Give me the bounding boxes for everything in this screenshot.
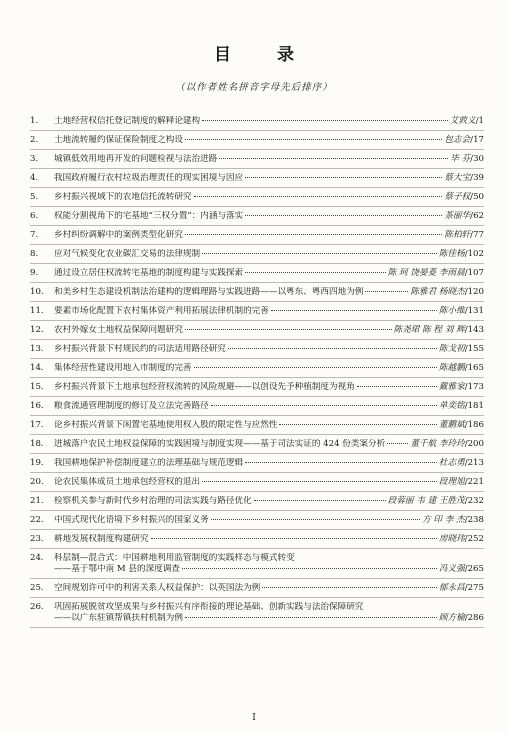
entry-title: 论乡村振兴背景下闲置宅基地使用权入股的限定性与应然性 [54, 420, 278, 430]
toc-title: 目 录 [214, 45, 314, 65]
toc-entry[interactable] [30, 515, 484, 530]
entry-page: 62 [473, 211, 484, 221]
page-separator: / [470, 154, 474, 164]
entry-number: 7. [30, 230, 39, 240]
table-of-contents [30, 116, 484, 632]
entry-author: 茶丽华 [444, 211, 471, 221]
dot-leader [185, 139, 442, 140]
dot-leader [245, 177, 442, 178]
dot-leader [254, 500, 386, 501]
toc-entry[interactable] [30, 135, 484, 150]
entry-page: 265 [467, 564, 484, 574]
entry-title: 巩固拓展脱贫攻坚成果与乡村振兴有序衔接的理论基础、创新实践与法治保障研究 [54, 602, 364, 612]
dot-leader [387, 443, 408, 444]
entry-number: 4. [30, 173, 39, 183]
page-separator: / [464, 420, 468, 430]
page-separator: / [464, 401, 468, 411]
entry-subtitle: ——以广东驻镇帮镇扶村机制为例 [54, 613, 183, 623]
entry-author: 陈戈初 [438, 344, 465, 354]
entry-title: 进城落户农民土地权益保障的实践困境与制度实现——基于司法实证的 424 份类案分析 [54, 439, 386, 449]
entry-title: 农村外嫁女土地权益保障问题研究 [54, 325, 183, 335]
entry-page: 186 [467, 420, 484, 430]
toc-entry[interactable] [30, 211, 484, 226]
entry-number: 8. [30, 249, 39, 259]
page-separator: / [464, 325, 468, 335]
entry-author: 包志会 [444, 135, 471, 145]
dot-leader [185, 617, 437, 618]
toc-entry[interactable] [30, 534, 484, 549]
entry-title: 乡村振兴视域下的农地信托流转研究 [54, 192, 192, 202]
entry-author: 蔡子权 [444, 192, 471, 202]
entry-page: 252 [467, 534, 484, 544]
dot-leader [245, 215, 442, 216]
entry-author: 陈尧珺 陈 程 刘 辉 [393, 325, 465, 335]
entry-title: 乡村纠纷调解中的案例类型化研究 [54, 230, 183, 240]
dot-leader [219, 158, 448, 159]
entry-number: 6. [30, 211, 39, 221]
dot-leader [357, 386, 437, 387]
entry-author: 段蓉丽 韦 建 王胜茂 [387, 496, 465, 506]
entry-number: 23. [30, 534, 44, 544]
entry-title: 集体经营性建设用地入市制度的完善 [54, 363, 192, 373]
entry-divider [30, 453, 484, 454]
entry-title: 土地经营权信托登记制度的解释论建构 [54, 116, 201, 126]
dot-leader [202, 253, 437, 254]
dot-leader [202, 481, 437, 482]
toc-entry[interactable] [30, 477, 484, 492]
entry-title: 中国式现代化语境下乡村振兴的国家义务 [54, 515, 209, 525]
entry-author: 冯义强 [438, 564, 465, 574]
dot-leader [182, 568, 437, 569]
toc-entry[interactable] [30, 154, 484, 169]
entry-divider [30, 168, 484, 169]
page-separator: / [464, 496, 468, 506]
dot-leader [262, 587, 437, 588]
toc-entry[interactable] [30, 287, 484, 302]
toc-entry[interactable] [30, 496, 484, 511]
page-separator: / [464, 534, 468, 544]
page-separator: / [470, 135, 474, 145]
dot-leader [245, 462, 437, 463]
entry-divider [30, 187, 484, 188]
entry-divider [30, 244, 484, 245]
entry-page: 102 [467, 249, 484, 259]
entry-number: 22. [30, 515, 44, 525]
dot-leader [211, 405, 437, 406]
page-separator: / [464, 249, 468, 259]
entry-page: 120 [467, 287, 484, 297]
dot-leader [211, 519, 420, 520]
entry-author: 戴雅家 [438, 382, 465, 392]
entry-page: 155 [467, 344, 484, 354]
dot-leader [194, 196, 443, 197]
entry-number: 16. [30, 401, 44, 411]
toc-entry[interactable] [30, 583, 484, 598]
entry-divider [30, 415, 484, 416]
dot-leader [202, 120, 448, 121]
entry-title: 通过设立居住权流转宅基地的制度构建与实践探索 [54, 268, 244, 278]
entry-divider [30, 206, 484, 207]
entry-author: 郁永昌 [438, 583, 465, 593]
entry-subtitle: ——基于鄂中南 M 县的深度调查 [54, 564, 180, 574]
toc-entry[interactable] [30, 420, 484, 435]
entry-divider [30, 225, 484, 226]
entry-page: 238 [467, 515, 484, 525]
entry-page: 77 [473, 230, 484, 240]
dot-leader [228, 348, 437, 349]
entry-author: 方 印 李 杰 [422, 515, 465, 525]
entry-title: 要素市场化配置下农村集体资产利用拓展法律机制的完善 [54, 306, 269, 316]
dot-leader [151, 538, 437, 539]
entry-author: 陈小维 [438, 306, 465, 316]
entry-page: 213 [467, 458, 484, 468]
entry-number: 15. [30, 382, 44, 392]
entry-number: 2. [30, 135, 39, 145]
page-separator: / [464, 306, 468, 316]
page-separator: / [464, 382, 468, 392]
page-separator: / [464, 583, 468, 593]
page-separator: / [470, 192, 474, 202]
entry-number: 25. [30, 583, 44, 593]
entry-author: 董鹏斌 [438, 420, 465, 430]
toc-entry[interactable] [30, 602, 484, 628]
entry-page: 232 [467, 496, 484, 506]
entry-divider [30, 472, 484, 473]
toc-entry[interactable] [30, 249, 484, 264]
entry-author: 蔡大宝 [444, 173, 471, 183]
dot-leader [271, 310, 437, 311]
entry-page: 165 [467, 363, 484, 373]
dot-leader [194, 367, 437, 368]
entry-author: 顾方榆 [438, 613, 465, 623]
entry-page: 39 [473, 173, 484, 183]
entry-divider [30, 358, 484, 359]
entry-page: 275 [467, 583, 484, 593]
toc-entry[interactable] [30, 363, 484, 378]
entry-author: 陈柏轩 [444, 230, 471, 240]
entry-title: 乡村振兴背景下村规民约的司法适用路径研究 [54, 344, 226, 354]
entry-divider [30, 578, 484, 579]
entry-divider [30, 320, 484, 321]
page-separator: / [464, 439, 468, 449]
toc-entry[interactable] [30, 553, 484, 579]
entry-number: 21. [30, 496, 44, 506]
entry-divider [30, 434, 484, 435]
entry-page: 200 [467, 439, 484, 449]
page-separator: / [464, 344, 468, 354]
entry-number: 1. [30, 116, 39, 126]
entry-divider [30, 263, 484, 264]
page-separator: / [470, 173, 474, 183]
entry-title: 土地流转履约保证保险制度之构设 [54, 135, 183, 145]
dot-leader [365, 291, 408, 292]
entry-page: 181 [467, 401, 484, 411]
entry-page: 221 [467, 477, 484, 487]
page-separator: / [464, 458, 468, 468]
entry-divider [30, 339, 484, 340]
entry-title: 权能分割视角下的宅基地“三权分置”：内涵与落实 [54, 211, 244, 221]
toc-entry[interactable] [30, 458, 484, 473]
dot-leader [279, 424, 436, 425]
entry-number: 11. [30, 306, 44, 316]
entry-author: 陈雅君 杨晓杰 [410, 287, 465, 297]
entry-number: 26. [30, 602, 44, 612]
page-separator: / [464, 515, 468, 525]
entry-page: 107 [467, 268, 484, 278]
entry-page: 17 [473, 135, 484, 145]
entry-title: 检察机关参与新时代乡村治理的司法实践与路径优化 [54, 496, 252, 506]
entry-title: 粮食流通管理制度的修订及立法完善路径 [54, 401, 209, 411]
entry-page: 30 [473, 154, 484, 164]
entry-divider [30, 491, 484, 492]
entry-author: 段理旭 [438, 477, 465, 487]
dot-leader [185, 329, 392, 330]
entry-number: 14. [30, 363, 44, 373]
entry-title: 我国政府履行农村垃圾治理责任的现实困境与因应 [54, 173, 244, 183]
entry-author: 陈佳杨 [438, 249, 465, 259]
entry-divider [30, 377, 484, 378]
entry-divider [30, 282, 484, 283]
page-separator: / [470, 211, 474, 221]
entry-number: 20. [30, 477, 44, 487]
entry-title: 城镇低效用地再开发的问题检视与法治进路 [54, 154, 218, 164]
toc-entry[interactable] [30, 401, 484, 416]
toc-subtitle: （以作者姓名拼音字母先后排序） [175, 82, 333, 93]
page-separator: / [464, 363, 468, 373]
entry-divider [30, 510, 484, 511]
entry-divider [30, 301, 484, 302]
entry-page: 50 [473, 192, 484, 202]
entry-divider [30, 130, 484, 131]
entry-number: 24. [30, 553, 44, 563]
toc-entry[interactable] [30, 439, 484, 454]
page-separator: / [464, 477, 468, 487]
entry-number: 3. [30, 154, 39, 164]
toc-entry[interactable] [30, 268, 484, 283]
toc-entry[interactable] [30, 173, 484, 188]
entry-author: 董千航 李玲玲 [410, 439, 465, 449]
entry-author: 毕 芬 [450, 154, 471, 164]
toc-entry[interactable] [30, 306, 484, 321]
dot-leader [185, 234, 442, 235]
entry-number: 17. [30, 420, 44, 430]
entry-page: 143 [467, 325, 484, 335]
entry-number: 13. [30, 344, 44, 354]
entry-number: 12. [30, 325, 44, 335]
entry-number: 19. [30, 458, 44, 468]
entry-author: 艾敦义 [449, 116, 476, 126]
entry-author: 房晓玮 [438, 534, 465, 544]
page-separator: / [464, 268, 468, 278]
page-separator: / [464, 287, 468, 297]
page-separator: / [464, 613, 468, 623]
entry-page: 173 [467, 382, 484, 392]
entry-title: 科层制—混合式：中国耕地利用监管制度的实践样态与模式转变 [54, 553, 295, 563]
toc-entry[interactable] [30, 344, 484, 359]
entry-title: 空间规划许可中的利害关系人权益保护：以英国法为例 [54, 583, 261, 593]
entry-page: 1 [478, 116, 484, 126]
entry-page: 286 [467, 613, 484, 623]
page-separator: / [464, 564, 468, 574]
entry-author: 杜志勇 [438, 458, 465, 468]
entry-number: 9. [30, 268, 39, 278]
entry-number: 10. [30, 287, 44, 297]
entry-title: 和美乡村生态建设机制法治建构的逻辑理路与实践进路——以粤东、粤西四地为例 [54, 287, 364, 297]
entry-page: 131 [467, 306, 484, 316]
entry-divider [30, 149, 484, 150]
entry-divider [30, 396, 484, 397]
page-number: I [252, 713, 256, 723]
entry-divider [30, 627, 484, 628]
toc-entry[interactable] [30, 382, 484, 397]
page-separator: / [470, 230, 474, 240]
entry-number: 18. [30, 439, 44, 449]
toc-entry[interactable] [30, 325, 484, 340]
entry-author: 单奕铭 [438, 401, 465, 411]
entry-number: 5. [30, 192, 39, 202]
toc-entry[interactable] [30, 192, 484, 207]
entry-title: 应对气候变化农业碳汇交易的法律规制 [54, 249, 201, 259]
entry-title: 论农民集体成员土地承包经营权的退出 [54, 477, 201, 487]
entry-author: 陈越鹏 [438, 363, 465, 373]
entry-title: 乡村振兴背景下土地承包经营权流转的风险规避——以创设先予种植制度为视角 [54, 382, 355, 392]
page-separator: / [475, 116, 479, 126]
entry-author: 陈 珂 饶晏菱 李雨晨 [387, 268, 465, 278]
entry-title: 我国耕地保护补偿制度建立的法理基础与规范逻辑 [54, 458, 244, 468]
toc-entry[interactable] [30, 116, 484, 131]
entry-title: 耕地发展权制度构建研究 [54, 534, 149, 544]
toc-entry[interactable] [30, 230, 484, 245]
entry-divider [30, 597, 484, 598]
dot-leader [245, 272, 386, 273]
entry-divider [30, 548, 484, 549]
entry-divider [30, 529, 484, 530]
